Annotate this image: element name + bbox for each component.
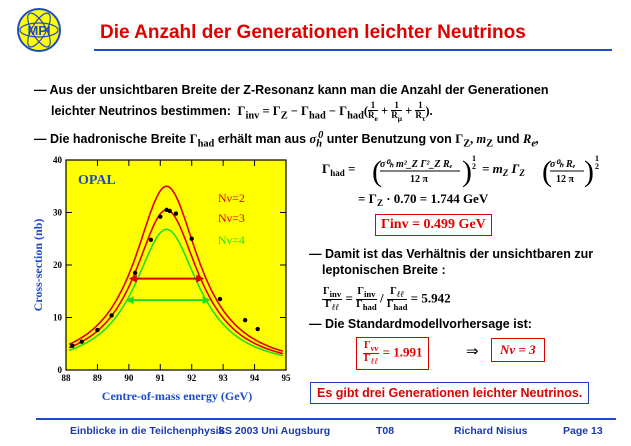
svg-text:1: 1 — [595, 154, 599, 163]
x-tick-label: 95 — [281, 373, 291, 383]
y-axis-label: Cross-section (nb) — [31, 218, 45, 312]
svg-text:MPI: MPI — [27, 23, 51, 38]
bullet-text: erhält man aus — [217, 132, 307, 147]
svg-text:σ⁰ₕ Rₑ: σ⁰ₕ Rₑ — [550, 159, 576, 170]
svg-text:(: ( — [542, 155, 552, 188]
x-axis-label: Centre-of-mass energy (GeV) — [101, 389, 253, 403]
data-point — [168, 209, 172, 213]
x-tick-label: 89 — [92, 373, 102, 383]
svg-text:= ΓZ · 0.70 = 1.744 GeV: = $\Gamma_Z \cdot 0.70 = 1.744$ GeV — [358, 191, 489, 208]
svg-text:Γhad =: $\Gamma_{had}$ = — [322, 161, 356, 178]
footer-author: Richard Nisius — [454, 425, 528, 437]
legend-label: Nν=4 — [218, 233, 245, 247]
data-point — [243, 318, 247, 322]
data-point — [256, 327, 260, 331]
formula-gamma-had — [322, 153, 612, 218]
bullet-text: und — [496, 132, 520, 147]
formula-ratio: $\frac{\Gamma_{inv}}{\Gamma_{\ell\ell}}$ = $\frac{\Gamma_{inv}}{\Gamma_{had}}$ / $\frac{\Gamma_{\ell\ell}}{\Gamma_{had}}$ = 5.942 — [323, 286, 451, 313]
footer-semester: SS 2003 Uni Augsburg — [218, 425, 331, 437]
svg-text:2: 2 — [472, 162, 476, 171]
legend-label: Nν=3 — [218, 211, 245, 225]
y-tick-label: 20 — [53, 260, 62, 270]
y-tick-label: 10 — [53, 312, 62, 323]
x-tick-label: 90 — [124, 373, 134, 383]
svg-text:2: 2 — [595, 162, 599, 171]
x-tick-label: 94 — [250, 373, 260, 383]
bullet-invisible-width: — Aus der unsichtbaren Breite der Z-Resonanz kann man die Anzahl der Generationen — [34, 83, 549, 97]
y-tick-label: 0 — [57, 365, 62, 375]
ratio-result: = 5.942 — [410, 290, 451, 306]
svg-text:): ) — [584, 155, 594, 188]
x-tick-label: 91 — [155, 373, 165, 383]
sm-ratio-box: $\frac{\Gamma_{\nu\nu}}{\Gamma_{\ell\ell}}$ = 1.991 — [356, 337, 429, 370]
formula-gamma-inv: $\Gamma_{inv} = \Gamma_Z - \Gamma_{had} - \Gamma_{had}$( $\frac{1}{R_e}$ + $\frac{1}{R_\mu}$ + $\frac{1}{R_\tau}$ ). — [234, 100, 433, 124]
y-tick-label: 30 — [53, 207, 62, 218]
lineshape-chart — [28, 152, 296, 410]
footer-rule — [36, 418, 616, 420]
svg-text:= mZ ΓZ: = $m_Z$ $\Gamma_Z$ — [482, 161, 525, 178]
bullet-sm-prediction: — Die Standardmodellvorhersage ist: — [309, 317, 532, 331]
svg-text:σ⁰ₕ m²_Z Γ²_Z Rₑ: σ⁰ₕ m²_Z Γ²_Z Rₑ — [380, 159, 453, 170]
y-tick-label: 40 — [53, 155, 62, 165]
data-point — [190, 237, 194, 241]
svg-text:(: ( — [372, 155, 382, 188]
data-point — [158, 215, 162, 219]
bullet-hadronic-width: — Die hadronische Breite $\Gamma_{had}$ erhält man aus $\sigma_h^0$ unter Benutzung von $\Gamma_Z$, $m_Z$ und $R_e$, — [34, 130, 540, 150]
data-point — [174, 211, 178, 215]
footer-code: T08 — [376, 425, 395, 437]
page-title: Die Anzahl der Generationen leichter Neutrinos — [100, 22, 526, 43]
data-point — [109, 313, 113, 317]
bullet-text: leichter Neutrinos bestimmen: — [51, 103, 231, 118]
svg-text:): ) — [462, 155, 472, 188]
legend-label: Nν=2 — [218, 191, 245, 205]
svg-text:1: 1 — [472, 154, 476, 163]
data-point — [95, 328, 99, 332]
x-tick-label: 92 — [187, 373, 197, 383]
gamma-inv-result-box — [375, 214, 492, 236]
svg-text:12 π: 12 π — [556, 174, 574, 185]
bullet-ratio: — Damit ist das Verhältnis der unsichtbaren zur — [309, 247, 594, 261]
bullet-text: unter Benutzung von — [326, 132, 452, 147]
mpi-logo — [14, 6, 64, 54]
bullet-invisible-width-line2 — [51, 101, 433, 123]
x-tick-label: 93 — [218, 373, 228, 383]
bullet-text: — Die hadronische Breite — [34, 132, 187, 147]
svg-text:12 π: 12 π — [410, 174, 428, 185]
title-rule — [94, 49, 612, 51]
n-nu-result: Nν = 3 — [500, 342, 536, 357]
footer-course: Einblicke in die Teilchenphysik — [70, 425, 225, 437]
experiment-label: OPAL — [78, 173, 116, 188]
footer-page: Page 13 — [563, 425, 603, 437]
data-point — [70, 344, 74, 348]
data-point — [218, 297, 222, 301]
data-point — [149, 238, 153, 242]
conclusion-box: Es gibt drei Generationen leichter Neutrinos. — [310, 382, 589, 404]
bullet-ratio-line2: leptonischen Breite : — [322, 263, 446, 277]
gamma-inv-result: Γinv = 0.499 GeV — [381, 217, 486, 232]
implies-arrow: ⇒ — [466, 342, 479, 360]
x-tick-label: 88 — [61, 373, 71, 383]
data-point — [133, 271, 137, 275]
data-point — [80, 339, 84, 343]
n-nu-box — [491, 338, 545, 362]
